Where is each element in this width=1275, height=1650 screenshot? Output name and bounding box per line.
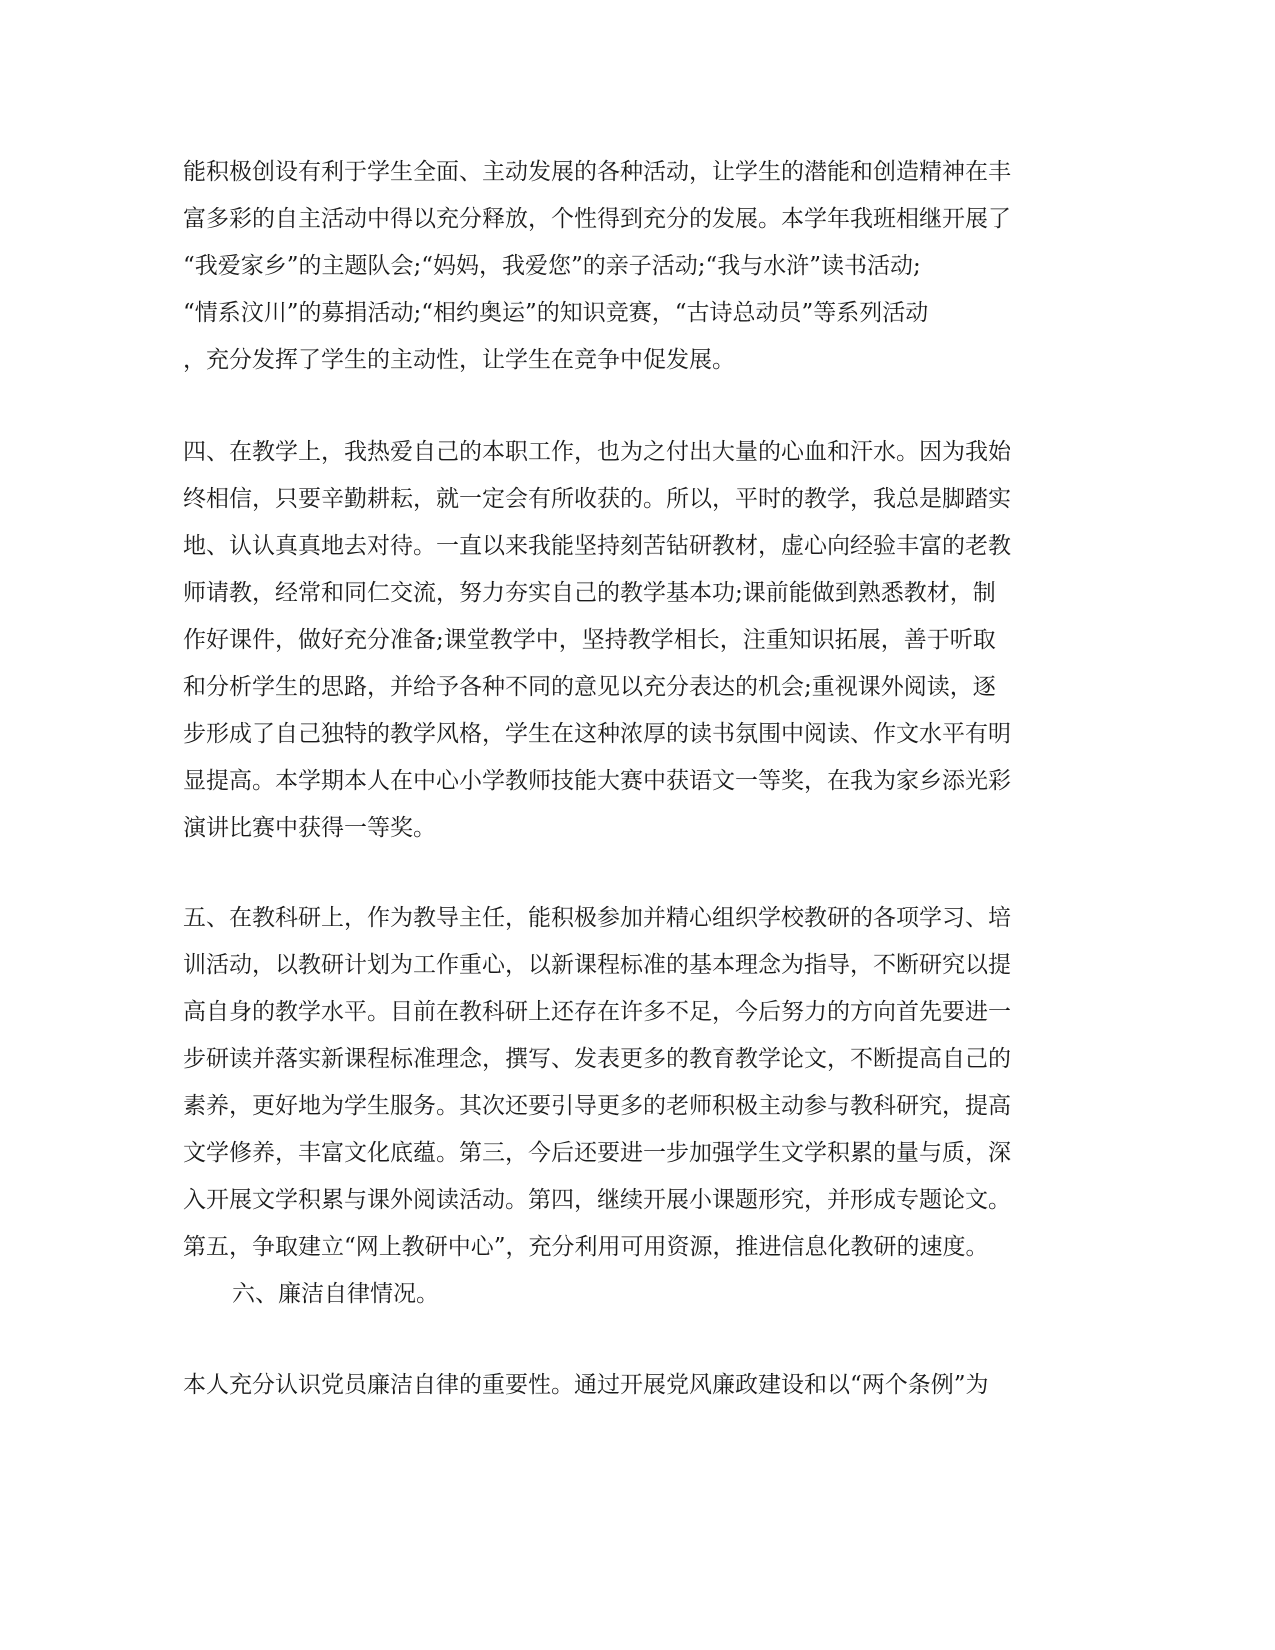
text-line: “我爱家乡”的主题队会;“妈妈，我爱您”的亲子活动;“我与水浒”读书活动; [183,253,921,279]
text-line: 素养，更好地为学生服务。其次还要引导更多的老师积极主动参与教科研究，提高 [183,1093,1011,1119]
text-line: 师请教，经常和同仁交流，努力夯实自己的教学基本功;课前能做到熟悉教材，制 [183,580,996,606]
text-line: 步形成了自己独特的教学风格，学生在这种浓厚的读书氛围中阅读、作文水平有明 [183,721,1011,747]
text-line: “情系汶川”的募捐活动;“相约奥运”的知识竞赛，“古诗总动员”等系列活动 [183,300,929,326]
text-line: 和分析学生的思路，并给予各种不同的意见以充分表达的机会;重视课外阅读，逐 [183,674,996,700]
text-line: 富多彩的自主活动中得以充分释放，个性得到充分的发展。本学年我班相继开展了 [183,206,1011,232]
text-line: 五、在教科研上，作为教导主任，能积极参加并精心组织学校教研的各项学习、培 [183,905,1011,931]
text-line: 作好课件，做好充分准备;课堂教学中，坚持教学相长，注重知识拓展，善于听取 [183,627,996,653]
section-heading: 六、廉洁自律情况。 [232,1281,439,1307]
text-line: 四、在教学上，我热爱自己的本职工作，也为之付出大量的心血和汗水。因为我始 [183,439,1011,465]
text-line: 高自身的教学水平。目前在教科研上还存在许多不足，今后努力的方向首先要进一 [183,999,1011,1025]
text-line: 文学修养，丰富文化底蕴。第三，今后还要进一步加强学生文学积累的量与质，深 [183,1140,1011,1166]
text-line: 入开展文学积累与课外阅读活动。第四，继续开展小课题形究，并形成专题论文。 [183,1187,1011,1213]
text-line: 第五，争取建立“网上教研中心”，充分利用可用资源，推进信息化教研的速度。 [183,1234,989,1260]
text-line: 地、认认真真地去对待。一直以来我能坚持刻苦钻研教材，虚心向经验丰富的老教 [183,533,1011,559]
text-line: 本人充分认识党员廉洁自律的重要性。通过开展党风廉政建设和以“两个条例”为 [183,1372,989,1398]
text-line: 能积极创设有利于学生全面、主动发展的各种活动，让学生的潜能和创造精神在丰 [183,159,1011,185]
text-line: ，充分发挥了学生的主动性，让学生在竞争中促发展。 [183,347,735,373]
text-line: 步研读并落实新课程标准理念，撰写、发表更多的教育教学论文，不断提高自己的 [183,1046,1011,1072]
text-line: 训活动，以教研计划为工作重心，以新课程标准的基本理念为指导，不断研究以提 [183,952,1011,978]
text-line: 演讲比赛中获得一等奖。 [183,815,436,841]
text-line: 终相信，只要辛勤耕耘，就一定会有所收获的。所以，平时的教学，我总是脚踏实 [183,486,1011,512]
text-line: 显提高。本学期本人在中心小学教师技能大赛中获语文一等奖，在我为家乡添光彩 [183,768,1011,794]
